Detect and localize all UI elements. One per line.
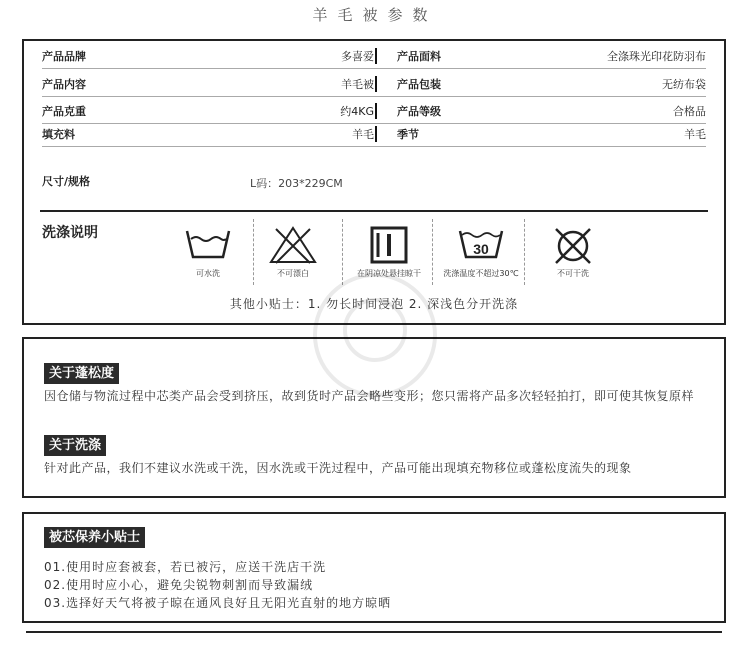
spec-row: [24, 45, 724, 67]
divider: [375, 48, 377, 64]
wash-30-icon: [458, 225, 504, 261]
washing-tips: 其他小贴士：1. 勿长时间浸泡 2. 深浅色分开洗涤: [229, 297, 519, 311]
row-divider: [42, 146, 706, 147]
no-dry-clean-icon: [552, 225, 594, 267]
care-tip-item: 02.使用时应小心，避免尖锐物刺割而导致漏绒: [44, 578, 314, 592]
spec-value: 全涤珠光印花防羽布: [607, 50, 706, 63]
spec-label: 产品包装: [397, 78, 441, 91]
watermark-logo-icon: [310, 270, 440, 400]
spec-label: 产品品牌: [42, 50, 86, 63]
spec-row: [24, 73, 724, 95]
no-bleach-icon: [268, 225, 318, 265]
wash-text: 针对此产品，我们不建议水洗或干洗，因水洗或干洗过程中，产品可能出现填充物移位或蓬松度流失的现象: [44, 461, 632, 475]
care-title: 被芯保养小贴士: [44, 527, 145, 548]
spec-value: 羊毛: [684, 128, 706, 141]
loft-text: 因仓储与物流过程中芯类产品会受到挤压，故到货时产品会略些变形；您只需将产品多次轻轻拍打，即可使其恢复原样: [44, 389, 695, 403]
care-tip-item: 01.使用时应套被套，若已被污，应送干洗店干洗: [44, 560, 327, 574]
section-divider: [40, 210, 708, 212]
spec-label: 季节: [397, 128, 419, 141]
spec-value: 羊毛: [352, 128, 374, 141]
spec-value: 合格品: [673, 105, 706, 118]
care-tip-item: 03.选择好天气将被子晾在通风良好且无阳光直射的地方晾晒: [44, 596, 392, 610]
line-dry-shade-icon: [369, 225, 409, 265]
care-label: 洗涤温度不超过30℃: [443, 269, 519, 278]
spec-row: [24, 123, 724, 145]
spec-value: 无纺布袋: [662, 78, 706, 91]
spec-value: 羊毛被: [341, 78, 374, 91]
care-label: 不可漂白: [277, 269, 309, 278]
care-label: 可水洗: [196, 269, 220, 278]
size-label: 尺寸/规格: [42, 175, 91, 188]
spec-label: 产品克重: [42, 105, 86, 118]
washing-title: 洗涤说明: [42, 225, 98, 241]
spec-value: 多喜爱: [341, 50, 374, 63]
care-label: 不可干洗: [557, 269, 589, 278]
size-value: L码：203*229CM: [250, 177, 343, 190]
row-divider: [42, 96, 706, 97]
care-label: 在阴凉处悬挂晾干: [357, 269, 421, 278]
loft-title: 关于蓬松度: [44, 363, 119, 384]
page-title: 羊毛被参数: [312, 6, 438, 24]
wash-title: 关于洗涤: [44, 435, 106, 456]
spec-label: 产品面料: [397, 50, 441, 63]
footer-divider: [26, 631, 722, 633]
spec-value: 约4KG: [340, 105, 374, 118]
care-symbol: [163, 219, 253, 285]
spec-label: 产品等级: [397, 105, 441, 118]
divider: [375, 103, 377, 119]
divider: [375, 76, 377, 92]
hand-wash-icon: [185, 225, 231, 261]
care-panel: [22, 512, 726, 623]
wash-temp: 30: [473, 241, 489, 257]
spec-row: [24, 100, 724, 122]
divider: [375, 126, 377, 142]
dash-divider: [524, 219, 525, 285]
care-symbol: [528, 219, 618, 285]
row-divider: [42, 68, 706, 69]
spec-label: 产品内容: [42, 78, 86, 91]
spec-label: 填充料: [42, 128, 75, 141]
care-symbol: [436, 219, 526, 285]
